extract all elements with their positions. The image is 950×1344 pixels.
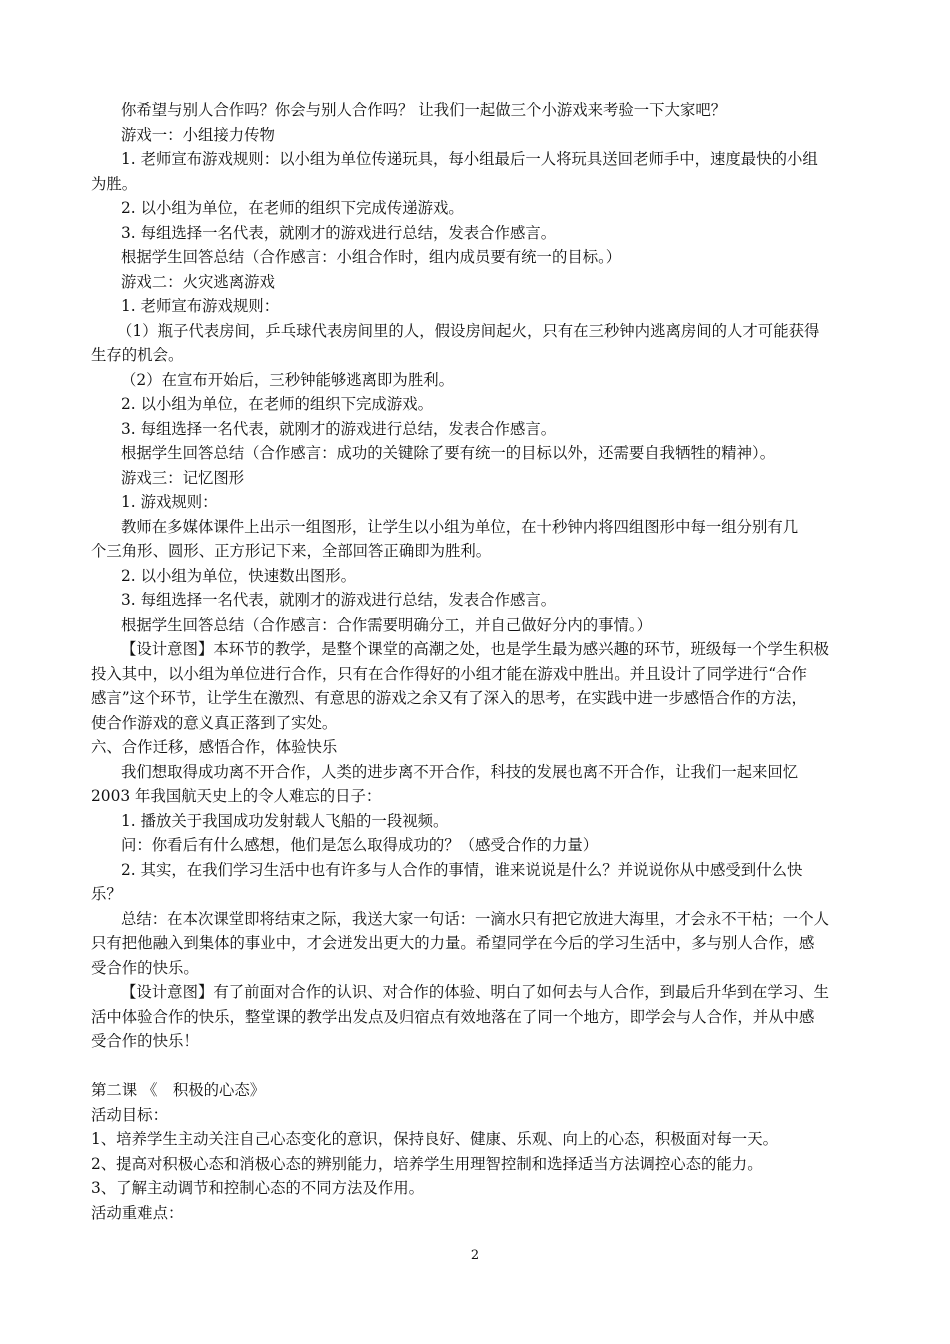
design-intent-paragraph: 【设计意图】有了前面对合作的认识、对合作的体验、明白了如何去与人合作，到最后升华到在学习、生: [121, 983, 829, 1001]
text-line: （2）在宣布开始后，三秒钟能够逃离即为胜利。: [121, 370, 454, 389]
heading-game-one: 游戏一：小组接力传物: [121, 125, 275, 144]
text-line: 3. 每组选择一名代表，就刚才的游戏进行总结，发表合作感言。: [121, 419, 557, 438]
text-line: 根据学生回答总结（合作感言：成功的关键除了要有统一的目标以外，还需要自我牺牲的精神）。: [121, 444, 776, 462]
text-line: 生存的机会。: [91, 346, 184, 364]
text-line: 受合作的快乐！: [91, 1032, 199, 1050]
text-line: 只有把他融入到集体的事业中，才会迸发出更大的力量。希望同学在今后的学习生活中，多与别人合作，感: [91, 934, 815, 952]
text-line: 感言”这个环节，让学生在激烈、有意思的游戏之余又有了深入的思考，在实践中进一步感悟合作的方法，: [91, 689, 807, 707]
text-line: （1）瓶子代表房间，乒乓球代表房间里的人，假设房间起火，只有在三秒钟内逃离房间的人才可能获得: [117, 321, 820, 340]
objectives-heading: 活动目标：: [91, 1105, 168, 1124]
text-line: 我们想取得成功离不开合作，人类的进步离不开合作，科技的发展也离不开合作，让我们一起来回忆: [121, 762, 799, 781]
objective-item: 3、了解主动调节和控制心态的不同方法及作用。: [91, 1179, 424, 1197]
heading-game-three: 游戏三：记忆图形: [121, 468, 245, 487]
text-line: 2003 年我国航天史上的令人难忘的日子：: [91, 787, 382, 805]
heading-game-two: 游戏二：火灾逃离游戏: [121, 272, 275, 291]
text-line: 1. 老师宣布游戏规则：: [121, 297, 280, 315]
text-line: 活中体验合作的快乐，整堂课的教学出发点及归宿点有效地落在了同一个地方，即学会与人合作，并从中感: [91, 1007, 815, 1026]
text-line: 2. 其实，在我们学习生活中也有许多与人合作的事情，谁来说说是什么？并说说你从中感受到什么快: [121, 860, 803, 879]
section-heading: 六、合作迁移，感悟合作，体验快乐: [91, 738, 338, 756]
objective-item: 1、培养学生主动关注自己心态变化的意识，保持良好、健康、乐观、向上的心态，积极面对每一天。: [91, 1130, 778, 1148]
design-intent-paragraph: 【设计意图】本环节的教学，是整个课堂的高潮之处，也是学生最为感兴趣的环节，班级每一个学生积极: [121, 640, 829, 658]
text-line: 3. 每组选择一名代表，就刚才的游戏进行总结，发表合作感言。: [121, 591, 557, 609]
lesson-title: 第二课 《 积极的心态》: [91, 1081, 266, 1099]
text-line: 使合作游戏的意义真正落到了实处。: [91, 713, 338, 732]
text-line: 根据学生回答总结（合作感言：小组合作时，组内成员要有统一的目标。）: [121, 248, 622, 266]
text-line: 2. 以小组为单位，快速数出图形。: [121, 566, 357, 585]
text-line: 教师在多媒体课件上出示一组图形，让学生以小组为单位，在十秒钟内将四组图形中每一组分别有几: [121, 517, 799, 536]
text-line: 1. 老师宣布游戏规则：以小组为单位传递玩具，每小组最后一人将玩具送回老师手中，速度最快的小组: [121, 150, 818, 168]
key-points-heading: 活动重难点：: [91, 1203, 184, 1222]
text-line: 乐？: [91, 885, 122, 903]
text-line: 1. 游戏规则：: [121, 493, 218, 511]
text-line: 个三角形、圆形、正方形记下来，全部回答正确即为胜利。: [91, 542, 492, 560]
text-line: 受合作的快乐。: [91, 958, 199, 977]
summary-paragraph: 总结：在本次课堂即将结束之际，我送大家一句话：一滴水只有把它放进大海里，才会永不干枯；一个人: [121, 909, 829, 928]
objective-item: 2、提高对积极心态和消极心态的辨别能力，培养学生用理智控制和选择适当方法调控心态的能力。: [91, 1154, 763, 1173]
text-line: 为胜。: [91, 174, 138, 193]
text-line: 问：你看后有什么感想，他们是怎么取得成功的？（感受合作的力量）: [121, 836, 599, 854]
text-line: 你希望与别人合作吗？你会与别人合作吗？ 让我们一起做三个小游戏来考验一下大家吧？: [121, 101, 727, 119]
text-line: 3. 每组选择一名代表，就刚才的游戏进行总结，发表合作感言。: [121, 223, 557, 242]
text-line: 投入其中，以小组为单位进行合作，只有在合作得好的小组才能在游戏中胜出。并且设计了同学进行“合作: [91, 664, 807, 683]
text-line: 2. 以小组为单位，在老师的组织下完成游戏。: [121, 395, 433, 413]
text-line: 2. 以小组为单位，在老师的组织下完成传递游戏。: [121, 199, 464, 217]
text-line: 1. 播放关于我国成功发射载人飞船的一段视频。: [121, 811, 449, 830]
page-number: 2: [470, 1248, 480, 1263]
document-body: [91, 98, 861, 1225]
text-line: 根据学生回答总结（合作感言：合作需要明确分工，并自己做好分内的事情。）: [121, 615, 652, 634]
